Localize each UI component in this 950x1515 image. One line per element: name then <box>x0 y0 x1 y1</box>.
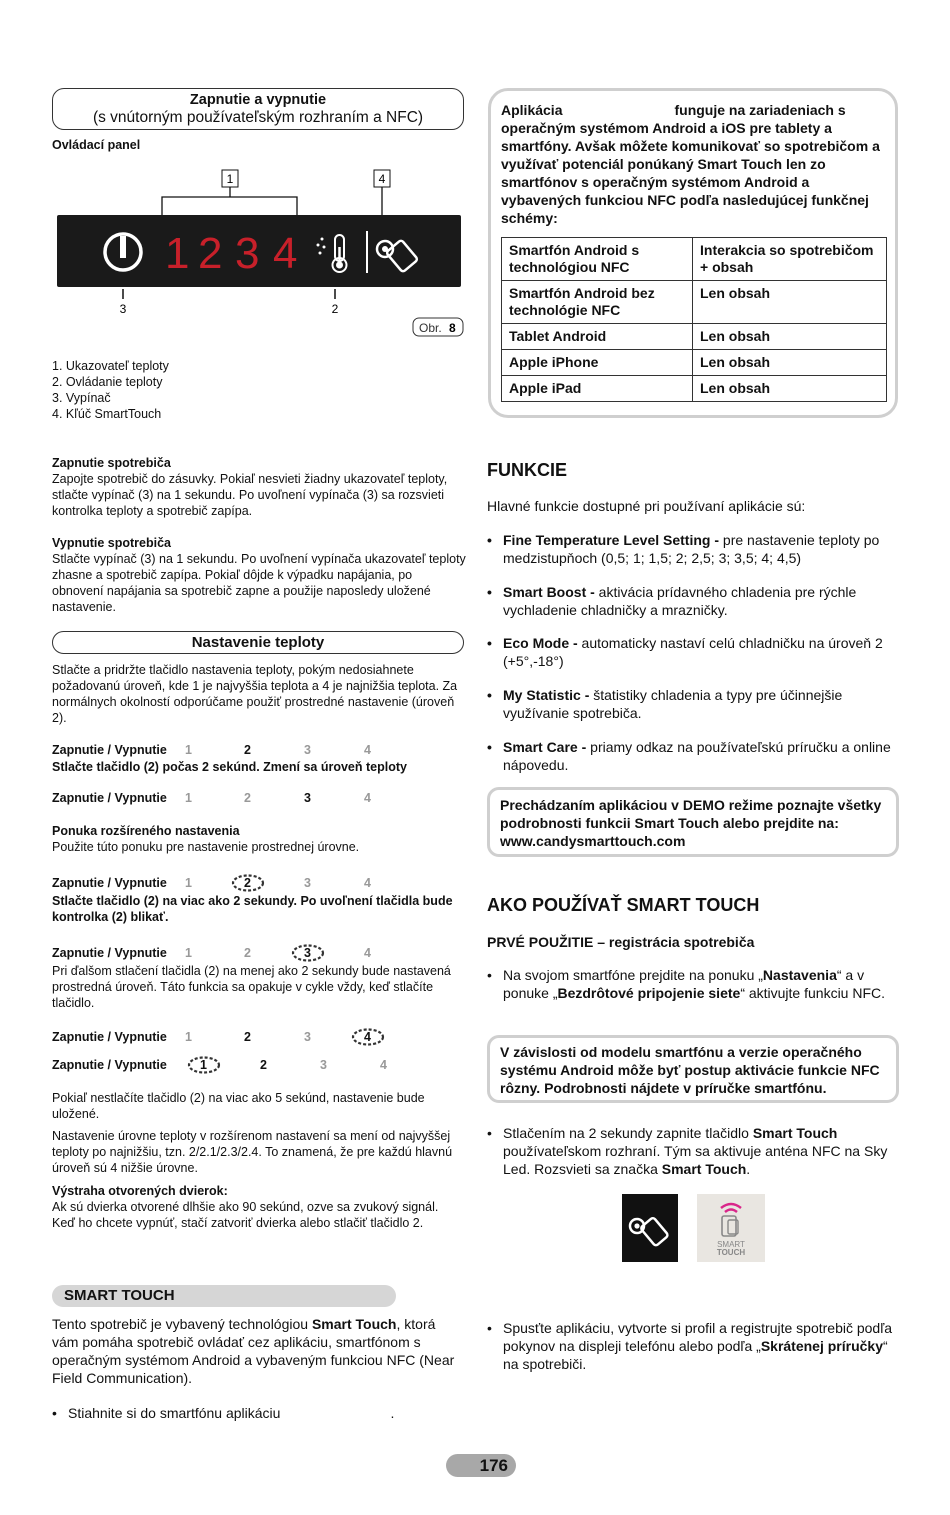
onoff-label: Zapnutie / Vypnutie <box>52 946 167 960</box>
onoff-row <box>52 876 412 892</box>
smart-touch-intro <box>52 1315 464 1387</box>
warning-heading: Výstraha otvorených dvierok: <box>52 1184 228 1198</box>
table-cell: Len obsah <box>693 350 887 376</box>
app-word: Aplikácia <box>501 102 563 118</box>
panel-num-2: 2 <box>198 229 223 278</box>
onoff-label: Zapnutie / Vypnutie <box>52 1058 167 1072</box>
onoff-label: Zapnutie / Vypnutie <box>52 791 167 805</box>
onoff-row <box>52 1030 412 1046</box>
table-cell: Apple iPad <box>502 376 693 402</box>
level-2: 2 <box>244 876 251 890</box>
onoff-label: Zapnutie / Vypnutie <box>52 743 167 757</box>
control-panel-diagram <box>52 165 467 340</box>
table-cell: Len obsah <box>693 281 887 324</box>
next-press-text: Pri ďalšom stlačení tlačidla (2) na menej ako 2 sekundy bude nastavená prostredná úroveň. Táto funkcia sa opakuje v cykle vždy, keď stlačíte tlačidlo. <box>52 964 451 1010</box>
onoff-row <box>52 1058 412 1074</box>
level-1: 1 <box>185 946 192 960</box>
feature-desc: priamy odkaz na používateľskú príručku a online nápovedu. <box>503 739 891 773</box>
level-4: 4 <box>364 791 371 805</box>
level-4: 4 <box>364 946 371 960</box>
onoff-label: Zapnutie / Vypnutie <box>52 876 167 890</box>
step-text: Stlačením na 2 sekundy zapnite tlačidlo <box>503 1125 753 1141</box>
feature-desc: štatistiky chladenia a typy pre účinnejšie využívanie spotrebiča. <box>503 687 843 721</box>
model-text: V závislosti od modelu smartfónu a verzie operačného systému Android môže byť postup aktivácie funkcie NFC rôzny. Podrobnosti nájdete v príručke smartfónu. <box>500 1044 880 1096</box>
step-bold: Skrátenej príručky <box>760 1338 883 1354</box>
level-1: 1 <box>185 1030 192 1044</box>
step-text: Spusťte aplikáciu, vytvorte si profil a registrujte spotrebič podľa pokynov na displeji telefónu alebo podľa „ <box>503 1320 893 1354</box>
level-1: 1 <box>185 876 192 890</box>
on-section <box>52 455 464 519</box>
temp-setting-box: Nastavenie teploty <box>52 631 464 654</box>
intro-part-bold: Smart Touch <box>311 1316 397 1332</box>
page-number-pill <box>446 1454 516 1477</box>
panel-num-4: 4 <box>273 229 298 278</box>
table-cell: Len obsah <box>693 324 887 350</box>
save-text: Pokiaľ nestlačíte tlačidlo (2) na viac ako 5 sekúnd, nastavenie bude uložené. <box>52 1091 425 1121</box>
app-info-text <box>501 101 881 227</box>
demo-box <box>487 787 899 857</box>
level-1: 1 <box>185 791 192 805</box>
app-text: s operačným systémom Android a iOS pre tablety a smartfóny. Avšak môžete komunikovať so spotrebičom a využívať potenciál ponúkaný Smart Touch len zo smartfónov s operačným systémom Android a vybavených funkciou NFC podľa nasledujúcej funkčnej schémy: <box>501 102 880 226</box>
level-2: 2 <box>244 946 251 960</box>
app-info-box <box>488 88 898 418</box>
download-text: Stiahnite si do smartfónu aplikáciu <box>68 1405 281 1421</box>
step-bold: Smart Touch <box>661 1161 747 1177</box>
intro-part: Tento spotrebič je vybavený technológiou <box>52 1316 312 1332</box>
callout-1: 1 <box>226 172 234 186</box>
on-off-title: Zapnutie a vypnutie <box>189 92 327 108</box>
panel-num-3: 3 <box>235 229 260 278</box>
table-row <box>502 324 887 350</box>
step-text: “ a v ponuke „ <box>503 967 865 1001</box>
intro-part: , ktorá vám pomáha spotrebič ovládať cez aplikáciu, smartfónom s operačným systémom Android a vybaveným funkciou NFC (Near Field Communication). <box>52 1316 455 1386</box>
level-2: 2 <box>244 1030 251 1044</box>
change-text: Nastavenie úrovne teploty v rozšírenom nastavení sa mení od najvyššej teploty po najnižšiu, tzn. 2/2.1/2.3/2.4. To znamená, že pre každú hlavnú úroveň sú 4 nižšie úrovne. <box>52 1129 453 1175</box>
level-3: 3 <box>304 743 311 757</box>
level-1: 1 <box>185 743 192 757</box>
table-cell: Interakcia so spotrebičom + obsah <box>693 238 887 281</box>
level-4: 4 <box>380 1058 387 1072</box>
feature-desc: aktivácia prídavného chladenia pre rýchle vychladenie chladničky a mrazničky. <box>503 584 857 618</box>
sign-text-touch: TOUCH <box>716 1248 746 1257</box>
level-2: 2 <box>244 743 251 757</box>
legend-item: 2. Ovládanie teploty <box>52 375 163 389</box>
level-2: 2 <box>260 1058 267 1072</box>
feature-name: Eco Mode - <box>503 635 578 651</box>
table-cell: Smartfón Android s technológiou NFC <box>502 238 693 281</box>
legend-list <box>52 358 169 422</box>
feature-desc: pre nastavenie teploty po medzistupňoch (0,5; 1; 1,5; 2; 2,5; 3; 3,5; 4; 4,5) <box>503 532 880 566</box>
legend-item: 4. Kľúč SmartTouch <box>52 407 162 421</box>
feature-name: My Statistic - <box>503 687 590 703</box>
step-text: . <box>746 1161 751 1177</box>
howto-heading: AKO POUŽÍVAŤ SMART TOUCH <box>487 895 760 915</box>
onoff-row <box>52 946 412 962</box>
first-use-heading: PRVÉ POUŽITIE – registrácia spotrebiča <box>487 934 755 950</box>
panel-num-1: 1 <box>165 229 190 278</box>
callout-4: 4 <box>378 172 386 186</box>
control-panel-label: Ovládací panel <box>52 138 141 152</box>
step-text: “ na spotrebiči. <box>503 1338 888 1372</box>
on-off-subtitle: (s vnútorným používateľským rozhraním a NFC) <box>92 109 424 126</box>
table-row <box>502 281 887 324</box>
level-3: 3 <box>304 1030 311 1044</box>
fig-label: Obr. <box>419 321 442 335</box>
onoff-row <box>52 743 412 759</box>
demo-text: Prechádzaním aplikáciou v DEMO režime poznajte všetky podrobnosti funkcii Smart Touch alebo prejdite na: www.candysmarttouch.com <box>500 797 882 849</box>
smart-touch-bar <box>52 1285 396 1307</box>
press2-text: Stlačte tlačidlo (2) počas 2 sekúnd. Zmení sa úroveň teploty <box>52 760 407 774</box>
onoff-label: Zapnutie / Vypnutie <box>52 1030 167 1044</box>
legend-item: 1. Ukazovateľ teploty <box>52 359 169 373</box>
warning-section <box>52 1183 456 1231</box>
app-works: funguje na zariadeniach <box>674 102 834 118</box>
level-3: 3 <box>320 1058 327 1072</box>
callout-3: 3 <box>119 302 127 316</box>
sign-text-smart: SMART <box>717 1240 745 1249</box>
feature-name: Smart Boost - <box>503 584 595 600</box>
level-4: 4 <box>364 876 371 890</box>
funkcie-heading: FUNKCIE <box>487 460 567 480</box>
step-text: používateľskom rozhraní. Tým sa aktivuje anténa NFC na Sky Led. Rozsvieti sa značka <box>503 1143 888 1177</box>
off-text: Stlačte vypínač (3) na 1 sekundu. Po uvoľnení vypínača ukazovateľ teploty zhasne a spotrebič zapípa. Pokiaľ dôjde k výpadku napájania, po obnovení napájania sa spotrebič zapne a použije naposledy uložené nastavenie. <box>52 552 466 614</box>
temp-text: Stlačte a pridržte tlačidlo nastavenia teploty, pokým nedosiahnete požadovanú úroveň, kde 1 je najvyššia teplota a 4 je najnižšia teplota. Za normálnych okolností odporúčame použiť prostredné nastavenie (úroveň 2). <box>52 663 458 725</box>
press-more-text: Stlačte tlačidlo (2) na viac ako 2 sekundy. Po uvoľnení tlačidla bude kontrolka (2) blikať. <box>52 894 453 924</box>
on-heading: Zapnutie spotrebiča <box>52 456 171 470</box>
step-text: Na svojom smartfóne prejdite na ponuku „ <box>503 967 763 983</box>
model-box <box>487 1035 899 1103</box>
table-row <box>502 350 887 376</box>
smart-touch-bar-label: SMART TOUCH <box>64 1287 175 1304</box>
step-bold: Bezdrôtové pripojenie siete <box>557 985 741 1001</box>
download-end: . <box>390 1405 395 1421</box>
level-2: 2 <box>244 791 251 805</box>
table-cell: Smartfón Android bez technológie NFC <box>502 281 693 324</box>
ext-heading: Ponuka rozšíreného nastavenia <box>52 824 240 838</box>
level-1: 1 <box>200 1058 207 1072</box>
level-3: 3 <box>304 876 311 890</box>
feature-name: Fine Temperature Level Setting - <box>503 532 720 548</box>
step-text: “ aktivujte funkciu NFC. <box>740 985 886 1001</box>
level-3: 3 <box>304 946 311 960</box>
off-heading: Vypnutie spotrebiča <box>52 536 172 550</box>
nfc-compat-table <box>501 237 887 402</box>
step-bold: Nastavenia <box>762 967 837 983</box>
callout-2: 2 <box>331 302 339 316</box>
step-bold: Smart Touch <box>752 1125 838 1141</box>
on-off-title-box <box>52 88 464 130</box>
warning-text: Ak sú dvierka otvorené dlhšie ako 90 sekúnd, ozve sa zvukový signál. Keď ho chcete vypnúť, stačí zatvoriť dvierka alebo stlačiť tlačidlo 2. <box>52 1200 439 1230</box>
feature-name: Smart Care - <box>503 739 587 755</box>
table-cell: Apple iPhone <box>502 350 693 376</box>
level-3: 3 <box>304 791 311 805</box>
level-4: 4 <box>364 743 371 757</box>
table-cell: Len obsah <box>693 376 887 402</box>
legend-item: 3. Vypínač <box>52 391 111 405</box>
onoff-row <box>52 791 412 807</box>
on-text: Zapojte spotrebič do zásuvky. Pokiaľ nesvieti žiadny ukazovateľ teploty, stlačte vypínač (3) na 1 sekundu. Po uvoľnení vypínača (3) sa rozsvieti kontrolka teploty a spotrebič zapípa. <box>52 472 448 518</box>
table-cell: Tablet Android <box>502 324 693 350</box>
ext-section <box>52 823 466 855</box>
funkcie-intro: Hlavné funkcie dostupné pri používaní aplikácie sú: <box>487 498 806 514</box>
table-row <box>502 376 887 402</box>
off-section <box>52 535 466 615</box>
nfc-key-icon <box>622 1194 678 1262</box>
fig-number: 8 <box>449 321 456 335</box>
smart-touch-sign-icon <box>697 1194 765 1262</box>
level-4: 4 <box>364 1030 371 1044</box>
feature-desc: automaticky nastaví celú chladničku na úroveň 2 (+5°,-18°) <box>503 635 883 669</box>
table-row <box>502 238 887 281</box>
page-number: 176 <box>479 1456 508 1475</box>
ext-text: Použite túto ponuku pre nastavenie prostrednej úrovne. <box>52 840 360 854</box>
